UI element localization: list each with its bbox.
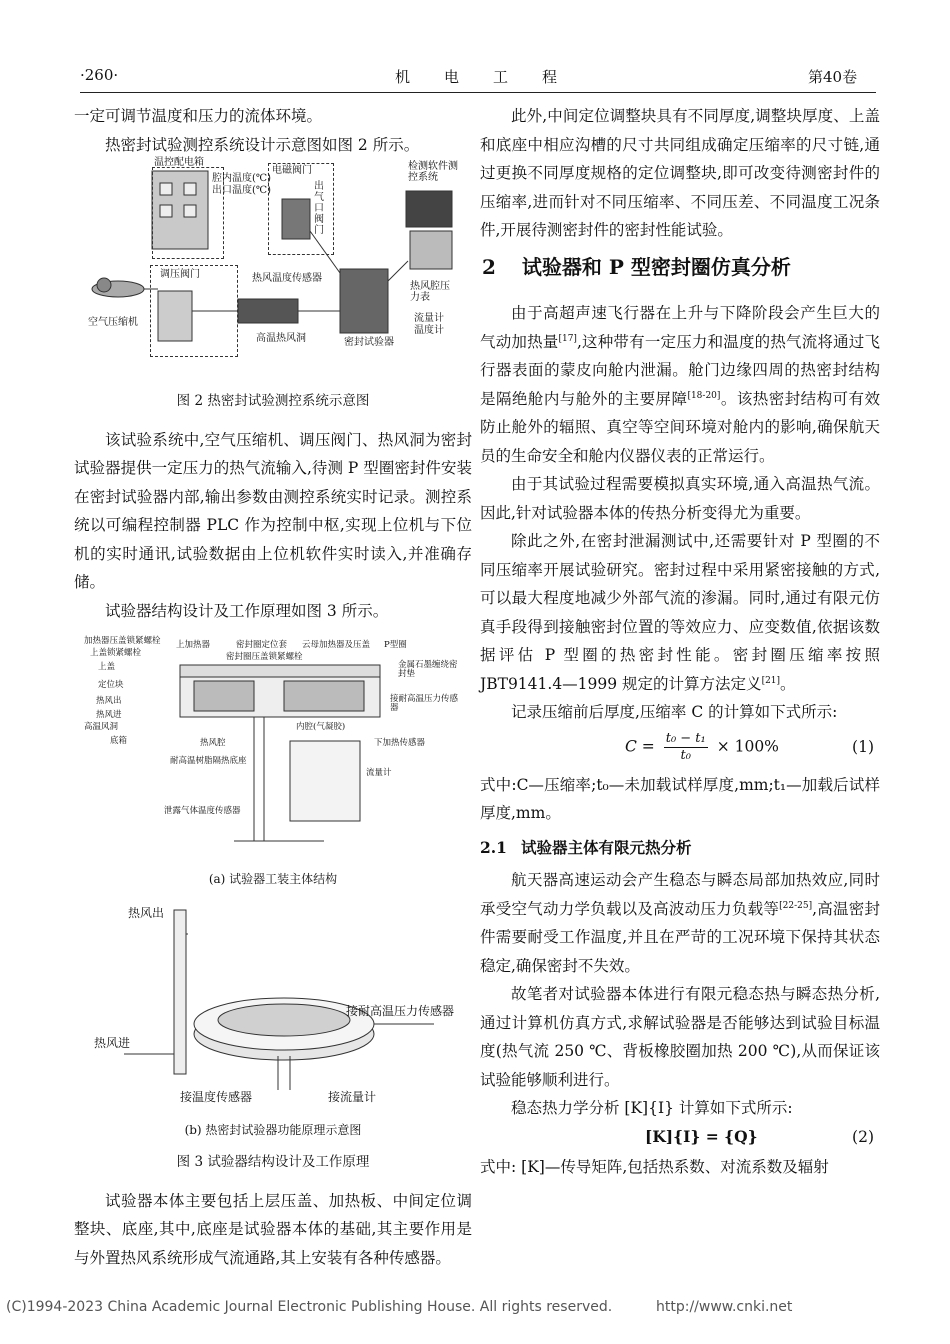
figure-3a — [84, 631, 464, 863]
subsection-title: 试验器主体有限元热分析 — [520, 837, 692, 857]
subsection-number: 2.1 — [480, 837, 507, 857]
fig3a-label: 接耐高温压力传感器 — [390, 694, 459, 713]
fig2-label: 调压阀门 — [160, 269, 200, 280]
computer-drawing — [406, 191, 452, 227]
volume-label: 第40卷 — [808, 68, 858, 86]
fig2-label: 温控配电箱 — [154, 157, 204, 168]
paragraph: 该试验系统中,空气压缩机、调压阀门、热风洞为密封试验器提供一定压力的热气流输入,待测 P 型圈密封件安装在密封试验器内部,输出参数由测控系统实时记录。测控系统以可编程控制器 PLC 作为控制中枢,实现上位机与下位机的实时通讯,试验数据由上位机软件实时读入,并准确存储。 — [74, 430, 472, 591]
fig2-label: 出气口阀门 — [314, 181, 324, 236]
fig3a-label: 密封圈定位套 — [236, 640, 288, 650]
paragraph: 航天器高速运动会产生稳态与瞬态局部加热效应,同时承受空气动力学负载以及高波动压力负载等[22-25],高温密封件需要耐受工作温度,并且在严苛的工况环境下保持其状态稳定,确保密封不失效。 — [480, 871, 880, 975]
fig2-label: 出口温度(℃) — [212, 185, 271, 196]
fig3a-label: 热风进 — [96, 710, 122, 720]
section-heading — [482, 253, 880, 282]
fig2-label: 空气压缩机 — [88, 317, 138, 328]
subsection-heading — [480, 834, 880, 863]
figure-3-caption: 图 3 试验器结构设计及工作原理 — [176, 1154, 370, 1170]
fig2-label: 流量计 — [414, 313, 444, 324]
header-rule — [80, 92, 876, 93]
page-header — [0, 60, 950, 90]
fig3a-label: 金属石墨缠绕密封垫 — [398, 660, 458, 679]
fig3a-label: 定位块 — [98, 680, 124, 690]
fig2-label: 电磁阀门 — [272, 165, 312, 176]
fig3b-label: 接流量计 — [328, 1089, 377, 1104]
left-column — [74, 102, 472, 1272]
fig3a-label: 热风腔 — [200, 738, 226, 748]
fig3a-label: 热风出 — [96, 696, 122, 706]
figure-3a-caption: (a) 试验器工装主体结构 — [208, 872, 338, 886]
paragraph: 一定可调节温度和压力的流体环境。 — [74, 107, 323, 125]
fig2-label: 检测软件测控系统 — [408, 161, 458, 183]
paragraph: 此外,中间定位调整块具有不同厚度,调整块厚度、上盖和底座中相应沟槽的尺寸共同组成确定压缩率的尺寸链,通过更换不同厚度规格的定位调整块,即可改变待测密封件的压缩率,进而针对不同压缩率、不同压差、不同温度工况条件,开展待测密封件的密封性能试验。 — [480, 107, 880, 239]
page-number: ·260· — [80, 66, 119, 84]
footer — [6, 1299, 793, 1315]
citation[interactable]: [17] — [558, 333, 577, 344]
fig2-label: 温度计 — [414, 325, 444, 336]
journal-name: 机电工程 — [395, 68, 592, 86]
fig3a-label: 云母加热器及压盖 — [302, 640, 371, 650]
fig3a-label: 上盖锁紧螺栓 — [90, 648, 142, 658]
fig3a-label: 下加热传感器 — [374, 738, 426, 748]
footer-link[interactable]: http://www.cnki.net — [656, 1299, 793, 1315]
fig3b-label: 接温度传感器 — [180, 1089, 253, 1104]
fig3a-label: 上加热器 — [176, 640, 211, 650]
citation[interactable]: [21] — [761, 675, 781, 686]
figure-2-caption: 图 2 热密封试验测控系统示意图 — [176, 393, 370, 409]
fig3a-label: 耐高温树脂隔热底座 — [170, 756, 247, 766]
fig3b-label: 热风出 — [128, 905, 165, 920]
eq1-rhs: × 100% — [716, 737, 779, 755]
fig2-label: 密封试验器 — [344, 337, 394, 348]
paragraph: 故笔者对试验器本体进行有限元稳态热与瞬态热分析,通过计算机仿真方式,求解试验器是否能够达到试验目标温度(热气流 250 ℃、背板橡胶圈加热 200 ℃),从而保证该试验能够顺利进行。 — [480, 985, 880, 1089]
figure-3b — [84, 904, 464, 1114]
paragraph: 热密封试验测控系统设计示意图如图 2 所示。 — [105, 135, 420, 154]
fig2-label: 高温热风洞 — [256, 333, 306, 344]
citation[interactable]: [18-20] — [687, 390, 721, 401]
equation-1 — [480, 727, 880, 771]
right-column — [480, 102, 880, 1181]
fig2-label: 热风腔压力表 — [410, 281, 450, 303]
citation[interactable]: [22-25] — [779, 900, 813, 911]
figure-3b-caption: (b) 热密封试验器功能原理示意图 — [184, 1122, 362, 1137]
fig2-label: 腔内温度(℃) — [212, 173, 271, 184]
paragraph: 除此之外,在密封泄漏测试中,还需要针对 P 型圈的不同压缩率开展试验研究。密封过程中采用紧密接触的方式,可以最大程度地减少外部气流的渗漏。同时,通过有限元仿真手段得到接触密封位置的等效应力、应变数值,依据该数据评估 P 型圈的热密封性能。密封圈压缩率按照 JBT9141.4—1999 规定的计算方法定义[21]。 — [480, 532, 880, 693]
paragraph: 试验器本体主要包括上层压盖、加热板、中间定位调整块、底座,其中,底座是试验器本体的基础,其主要作用是与外置热风系统形成气流通路,其上安装有各种传感器。 — [74, 1191, 472, 1267]
eq1-lhs: C = — [625, 737, 655, 755]
fig3a-label: 泄露气体温度传感器 — [164, 806, 241, 816]
fig3a-label: 高温风洞 — [84, 722, 119, 732]
section-number: 2 — [482, 254, 496, 279]
figure-2 — [88, 157, 458, 383]
equation-number: (1) — [852, 737, 874, 756]
fig3a-label: P型圈 — [384, 640, 407, 650]
fig3b-label: 热风进 — [94, 1035, 131, 1050]
paragraph: 稳态热力学分析 [K]{I} 计算如下式所示: — [511, 1099, 793, 1117]
paragraph: 由于其试验过程需要模拟真实环境,通入高温热气流。因此,针对试验器本体的传热分析变得尤为重要。 — [480, 475, 880, 522]
fig3a-label: 流量计 — [366, 768, 392, 778]
fig3a-label: 密封圈压盖锁紧螺栓 — [226, 652, 303, 662]
fig3a-label: 底箱 — [110, 736, 128, 746]
paragraph: 试验器结构设计及工作原理如图 3 所示。 — [105, 601, 389, 620]
eq1-numerator: t₀ − t₁ — [665, 730, 706, 746]
equation-2 — [480, 1123, 880, 1153]
eq1-denominator: t₀ — [680, 747, 691, 763]
fig2-label: 热风温度传感器 — [252, 273, 322, 284]
fig3a-label: 内腔(气凝胶) — [296, 722, 346, 732]
fig3b-label: 接耐高温压力传感器 — [346, 1003, 455, 1018]
paragraph: 式中: [K]—传导矩阵,包括热系数、对流系数及辐射 — [480, 1157, 829, 1176]
tester-drawing — [340, 269, 388, 333]
fig3a-label: 加热器压盖锁紧螺栓 — [84, 636, 161, 646]
fig3a-label: 上盖 — [98, 662, 116, 672]
eq2-body: [K]{I} = {Q} — [645, 1126, 758, 1146]
paragraph: 由于高超声速飞行器在上升与下降阶段会产生巨大的气动加热量[17],这种带有一定压力和温度的热气流将通过飞行器表面的蒙皮向舱内泄漏。舱门边缘四周的热密封结构是隔绝舱内与舱外的主要屏障[18-20]。该热密封结构可有效防止舱外的辐照、真空等空间环境对舱内的影响,确保航天员的生命安全和舱内仪器仪表的正常运行。 — [480, 304, 880, 465]
equation-number: (2) — [852, 1127, 874, 1146]
paragraph: 式中:C—压缩率;t₀—未加载试样厚度,mm;t₁—加载后试样厚度,mm。 — [480, 775, 880, 822]
paragraph: 记录压缩前后厚度,压缩率 C 的计算如下式所示: — [511, 703, 838, 721]
tunnel-drawing — [238, 299, 298, 323]
section-title: 试验器和 P 型密封圈仿真分析 — [521, 254, 791, 279]
copyright: (C)1994-2023 China Academic Journal Electronic Publishing House. All rights reserved. — [6, 1299, 613, 1315]
